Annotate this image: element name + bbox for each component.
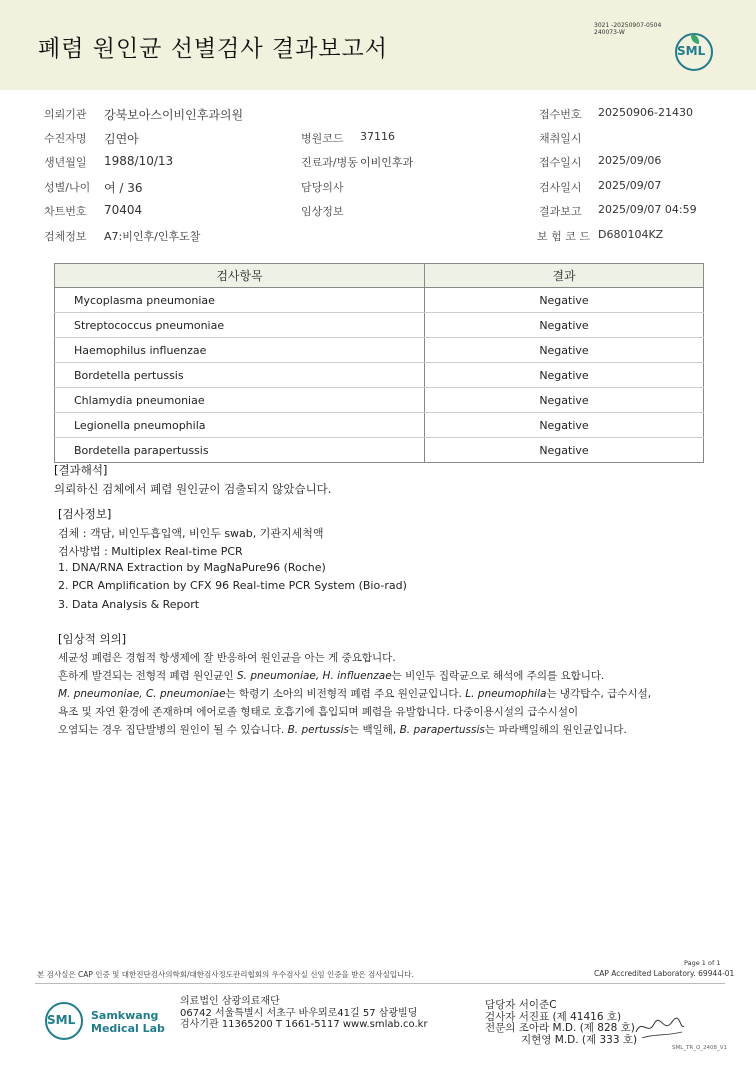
table-row	[55, 388, 704, 413]
receipt-no-value: 20250906-21430	[598, 106, 693, 119]
test-result: Negative	[425, 438, 704, 463]
lab-name: Samkwang Medical Lab	[91, 1009, 165, 1035]
hospital-code-value: 37116	[360, 130, 395, 143]
report-title: 폐렴 원인균 선별검사 결과보고서	[38, 36, 388, 62]
table-row	[55, 363, 704, 388]
col-item-header: 검사항목	[55, 264, 425, 288]
footer-notice: 본 검사실은 CAP 인증 및 대한진단검사의학회/대한검사정도관리협회의 우수검사실 신임 인증을 받은 검사실입니다.	[37, 970, 414, 979]
interpretation-heading: [결과해석]	[54, 463, 108, 477]
signature-icon	[632, 1012, 687, 1042]
test-info-line: 2. PCR Amplification by CFX 96 Real-time PCR System (Bio-rad)	[58, 579, 407, 592]
table-header-row	[55, 264, 704, 288]
page-number: Page 1 of 1	[684, 959, 721, 967]
test-date-value: 2025/09/07	[598, 179, 662, 192]
lab-address: 의료법인 삼광의료재단 06742 서울특별시 서초구 바우뫼로41길 57 삼광빌딩 검사기관 11365200 T 1661-5117 www.smlab.co.kr	[180, 996, 428, 1030]
test-info-line: 1. DNA/RNA Extraction by MagNaPure96 (Roche)	[58, 561, 326, 574]
institution-label: 의뢰기관	[44, 108, 87, 121]
clinical-line: 욕조 및 자연 환경에 존재하며 에어로졸 형태로 호흡기에 흡입되며 폐렴을 유발합니다. 다중이용시설의 급수시설이	[58, 706, 579, 718]
test-result: Negative	[425, 413, 704, 438]
department-value: 이비인후과	[360, 156, 414, 169]
clinical-line: M. pneumoniae, C. pneumoniae는 학령기 소아의 비전형적 폐렴 주요 원인균입니다. L. pneumophila는 냉각탑수, 급수시설,	[58, 688, 652, 700]
hospital-code-label: 병원코드	[301, 132, 344, 145]
footer-divider	[35, 983, 725, 984]
chart-no-label: 차트번호	[44, 205, 87, 218]
test-date-label: 검사일시	[539, 181, 582, 194]
document-code: 3021 -20250907-0504 240073-W	[594, 22, 662, 36]
clinical-line: 흔하게 발견되는 전형적 폐렴 원인균인 S. pneumoniae, H. influenzae는 비인두 집락균으로 해석에 주의를 요합니다.	[58, 670, 605, 682]
results-table	[54, 263, 704, 463]
insurance-label: 보 험 코 드	[537, 230, 590, 243]
cap-label: CAP Accredited Laboratory. 69944-01	[594, 969, 735, 978]
test-result: Negative	[425, 363, 704, 388]
logo-text: SML	[677, 44, 706, 58]
test-result: Negative	[425, 338, 704, 363]
clinical-label: 임상정보	[301, 205, 344, 218]
collection-date-label: 채취일시	[539, 132, 582, 145]
specimen-value: A7:비인후/인후도찰	[104, 230, 201, 243]
test-item: Haemophilus influenzae	[55, 338, 425, 363]
table-row	[55, 338, 704, 363]
sex-age-label: 성별/나이	[44, 181, 91, 194]
form-code: SML_TR_Q_2408_V1	[672, 1045, 728, 1051]
clinical-heading: [임상적 의의]	[58, 632, 127, 646]
table-row	[55, 438, 704, 463]
department-label: 진료과/병동	[301, 156, 358, 169]
report-header	[0, 0, 756, 90]
test-info-line: 검사방법 : Multiplex Real-time PCR	[58, 545, 243, 558]
chart-no-value: 70404	[104, 203, 143, 217]
birth-label: 생년월일	[44, 156, 87, 169]
table-row	[55, 288, 704, 313]
test-item: Streptococcus pneumoniae	[55, 313, 425, 338]
name-label: 수진자명	[44, 132, 87, 145]
test-info-line: 검체 : 객담, 비인두흡입액, 비인두 swab, 기관지세척액	[58, 527, 324, 540]
receipt-no-label: 접수번호	[539, 108, 582, 121]
receipt-date-label: 접수일시	[539, 156, 582, 169]
footer-logo-text: SML	[47, 1013, 76, 1027]
test-item: Bordetella parapertussis	[55, 438, 425, 463]
clinical-line: 오염되는 경우 집단발병의 원인이 될 수 있습니다. B. pertussis는 백일해, B. parapertussis는 파라백일해의 원인균입니다.	[58, 724, 627, 736]
name-value: 김연아	[104, 132, 139, 146]
insurance-value: D680104KZ	[598, 228, 664, 241]
staff-list: 담당자 서이준C 검사자 서진표 (제 41416 호) 전문의 조아라 M.D. (제 828 호) 지현영 M.D. (제 333 호)	[485, 999, 638, 1046]
test-item: Chlamydia pneumoniae	[55, 388, 425, 413]
table-row	[55, 313, 704, 338]
test-item: Legionella pneumophila	[55, 413, 425, 438]
test-info-line: 3. Data Analysis & Report	[58, 598, 200, 611]
test-item: Bordetella pertussis	[55, 363, 425, 388]
col-result-header: 결과	[425, 264, 704, 288]
receipt-date-value: 2025/09/06	[598, 154, 662, 167]
test-result: Negative	[425, 388, 704, 413]
interpretation-text: 의뢰하신 검체에서 폐렴 원인균이 검출되지 않았습니다.	[54, 482, 332, 496]
report-label: 결과보고	[539, 205, 582, 218]
institution-value: 강북보아스이비인후과의원	[104, 108, 244, 122]
birth-value: 1988/10/13	[104, 154, 174, 168]
report-value: 2025/09/07 04:59	[598, 203, 697, 216]
specimen-label: 검체정보	[44, 230, 87, 243]
doctor-label: 담당의사	[301, 181, 344, 194]
test-info-heading: [검사정보]	[58, 507, 112, 521]
clinical-line: 세균성 폐렴은 경험적 항생제에 잘 반응하여 원인균을 아는 게 중요합니다.	[58, 652, 396, 664]
test-item: Mycoplasma pneumoniae	[55, 288, 425, 313]
test-result: Negative	[425, 313, 704, 338]
sex-age-value: 여 / 36	[104, 181, 143, 195]
table-row	[55, 413, 704, 438]
test-result: Negative	[425, 288, 704, 313]
